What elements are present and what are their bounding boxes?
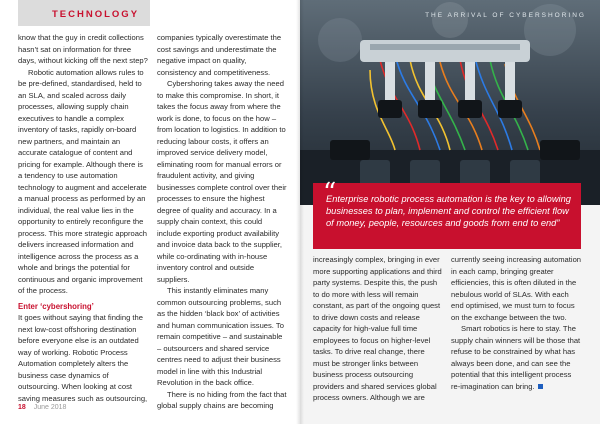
col4-paragraph-1: currently seeing increasing automation in each camp, bringing greater efficiencies, this is often diluted in the nebulous world of SLAs. With each end optimised, we must turn to focus on the exchange between the two. (451, 255, 582, 322)
article-running-title: THE ARRIVAL OF CYBERSHORING (425, 12, 586, 19)
section-label: TECHNOLOGY (52, 9, 140, 20)
col1-paragraph-3: It goes without saying that finding the next low-cost offshoring destination before everyone else is an outdated way of working. Robotic Process Automation completely alters the business case dynamics of outsourcing. When looking at cost saving measures such as outsourcing, (18, 313, 148, 403)
section-label-bar (18, 0, 150, 26)
end-of-article-icon (538, 384, 543, 389)
subheading: Enter ‘cybershoring’ (18, 301, 94, 311)
text-column-1 (18, 32, 148, 404)
robot-illustration (300, 0, 600, 208)
col2-paragraph-4: There is no hiding from the fact that global supply chains are becoming (157, 389, 287, 410)
page-footer (18, 404, 66, 411)
quote-mark-icon: “ (323, 178, 337, 208)
text-column-3 (313, 254, 443, 404)
robotic-arm-photo (300, 0, 600, 208)
col2-paragraph-1: companies typically overestimate the cost savings and underestimate the negative impact on quality, consistency and competitiveness. (157, 33, 282, 77)
pull-quote-text: Enterprise robotic process automation is the key to allowing businesses to plan, implement and control the efficient flow of money, people, resources and goods from end to end” (326, 194, 571, 228)
issue-date: June 2018 (33, 404, 67, 411)
col4-paragraph-2-text: Smart robotics is here to stay. The supply chain winners will be those that refuse to be constrained by what has always been done, and can see the potential that this intelligent process re-imagination can bring. (451, 324, 581, 391)
col3-paragraph-1: increasingly complex, bringing in ever more supporting applications and third party systems. Despite this, the push to do more with less will remain constant, as part of the ongoing quest to drive down costs and release capacity for high-value full time employees to focus on higher-level tasks. To drive real change, there must be stronger links between business process outsourcing providers and shared services global process owners. Although we are (313, 255, 442, 402)
col1-paragraph-1: know that the guy in credit collections hasn’t sat on information for three days, without kicking off the next step? (18, 33, 148, 65)
col1-paragraph-2: Robotic automation allows rules to be pre-defined, standardised, held to an SLA, and scaled across daily processes, allowing supply chain executives to handle a complex inventory of tasks, rapidly on-board new partners, and maintain an accurate catalogue of content and pricing for example. Although there is a tendency to use automation technology to augment and accelerate a manual process as performed by an individual, the real value lies in the opportunity to entirely reconfigure the process. This more strategic approach delivers increased information and intelligence across the process as a whole and brings the potential for continuous and organic improvement of the process. (18, 67, 148, 295)
col2-paragraph-2: Cybershoring takes away the need to make this compromise. In short, it takes the focus away from where the work is done, to focus on the how – from location to logistics. In addition to reducing labour costs, it offers an improved service delivery model, eliminating room for manual errors or fraudulent activity, and giving businesses complete control over their processes to ensure the highest degree of quality and accuracy. In a supply chain context, this could include exporting product availability and invoice data back to the supplier, while co-ordinating with in-house inventory control and outside suppliers. (157, 79, 287, 284)
col2-paragraph-3: This instantly eliminates many common outsourcing problems, such as the hidden ‘black box’ of activities and human communication issues. To remain competitive – and sustainable – outsourcers and shared service centres need to adjust their business model in line with this Industrial Revolution in the back office. (157, 286, 284, 387)
text-column-2 (157, 32, 287, 412)
col4-paragraph-2 (451, 323, 581, 392)
page-gutter (296, 0, 304, 424)
page-number: 18 (18, 404, 26, 411)
text-column-4 (451, 254, 581, 392)
